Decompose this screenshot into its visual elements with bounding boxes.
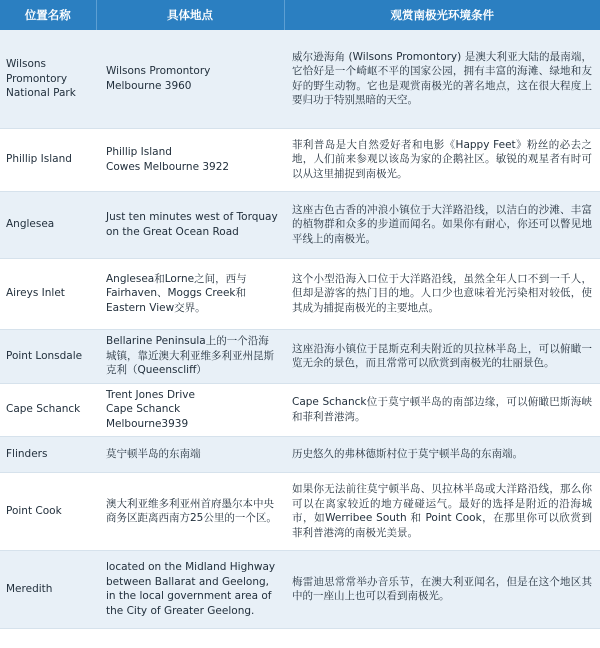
address-line: Cape Schanck	[106, 403, 181, 416]
table-row	[0, 550, 600, 628]
location-address	[96, 383, 284, 436]
address-line: Melbourne3939	[106, 417, 189, 430]
viewing-conditions: 威尔逊海角 (Wilsons Promontory) 是澳大利亚大陆的最南端，它恰好是一个崎岖不平的国家公园，拥有丰富的海滩、绿地和友好的野生动物。它也是观赏南极光的著名地点，这在很大程度上要归功于特别黑暗的天空。	[284, 30, 600, 128]
location-address	[96, 191, 284, 258]
location-name: Cape Schanck	[0, 383, 96, 436]
location-name: Point Cook	[0, 472, 96, 550]
address-line: Just ten minutes west of Torquay on the Great Ocean Road	[106, 211, 278, 238]
location-name: Phillip Island	[0, 128, 96, 191]
address-line: Melbourne 3960	[106, 79, 192, 92]
location-name: Flinders	[0, 436, 96, 472]
address-line: Trent Jones Drive	[106, 388, 195, 401]
viewing-conditions: 这座古色古香的冲浪小镇位于大洋路沿线，以洁白的沙滩、丰富的植物群和众多的步道而闻名。如果你有耐心，你还可以瞥见地平线上的南极光。	[284, 191, 600, 258]
table-row	[0, 472, 600, 550]
location-address	[96, 472, 284, 550]
location-name: Anglesea	[0, 191, 96, 258]
location-name: Point Lonsdale	[0, 329, 96, 383]
address-line: Wilsons Promontory	[106, 65, 211, 78]
header-location-name: 位置名称	[0, 0, 96, 30]
table-row	[0, 191, 600, 258]
address-line: 澳大利亚维多利亚州首府墨尔本中央商务区距离西南方25公里的一个区。	[106, 497, 277, 524]
location-address	[96, 550, 284, 628]
table-row	[0, 436, 600, 472]
location-name: Wilsons Promontory National Park	[0, 30, 96, 128]
table-row	[0, 30, 600, 128]
table-row	[0, 329, 600, 383]
address-line: 莫宁顿半岛的东南端	[106, 447, 201, 460]
header-address: 具体地点	[96, 0, 284, 30]
location-address	[96, 30, 284, 128]
location-name: Aireys Inlet	[0, 258, 96, 329]
address-line: Phillip Island	[106, 146, 172, 158]
location-address	[96, 128, 284, 191]
viewing-conditions: 历史悠久的弗林德斯村位于莫宁顿半岛的东南端。	[284, 436, 600, 472]
table-body	[0, 30, 600, 628]
location-address	[96, 258, 284, 329]
viewing-conditions: Cape Schanck位于莫宁顿半岛的南部边缘，可以俯瞰巴斯海峡和菲利普港湾。	[284, 383, 600, 436]
viewing-conditions: 这座沿海小镇位于昆斯克利夫附近的贝拉林半岛上，可以俯瞰一览无余的景色，而且常常可以欣赏到南极光的壮丽景色。	[284, 329, 600, 383]
table-row	[0, 258, 600, 329]
location-address	[96, 329, 284, 383]
table-row	[0, 383, 600, 436]
viewing-conditions: 如果你无法前往莫宁顿半岛、贝拉林半岛或大洋路沿线，那么你可以在离家较近的地方碰碰运气。最好的选择是附近的沿海城市，如Werribee South 和 Point Cook，在那里你可以欣赏到菲利普港湾的南极光美景。	[284, 472, 600, 550]
address-line: located on the Midland Highway between Ballarat and Geelong, in the local government area of the City of Greater Geelong.	[106, 561, 276, 617]
viewing-conditions: 菲利普岛是大自然爱好者和电影《Happy Feet》粉丝的必去之地，人们前来参观以该岛为家的企鹅社区。敏锐的观星者有时可以从这里捕捉到南极光。	[284, 128, 600, 191]
header-viewing-conditions: 观赏南极光环境条件	[284, 0, 600, 30]
address-line: Cowes Melbourne 3922	[106, 160, 230, 173]
table-row	[0, 128, 600, 191]
viewing-conditions: 这个小型沿海入口位于大洋路沿线，虽然全年人口不到一千人，但却是游客的热门目的地。人口少也意味着光污染相对较低，使其成为捕捉南极光的主要地点。	[284, 258, 600, 329]
viewing-conditions: 梅雷迪思常常举办音乐节，在澳大利亚闻名，但是在这个地区其中的一座山上也可以看到南极光。	[284, 550, 600, 628]
address-line: Bellarine Peninsula上的一个沿海城镇，靠近澳大利亚维多利亚州昆斯克利（Queenscliff）	[106, 335, 274, 377]
location-address	[96, 436, 284, 472]
table-header	[0, 0, 600, 30]
location-name: Meredith	[0, 550, 96, 628]
address-line: Anglesea和Lorne之间，西与Fairhaven、Moggs Creek和Eastern View交界。	[106, 272, 247, 314]
